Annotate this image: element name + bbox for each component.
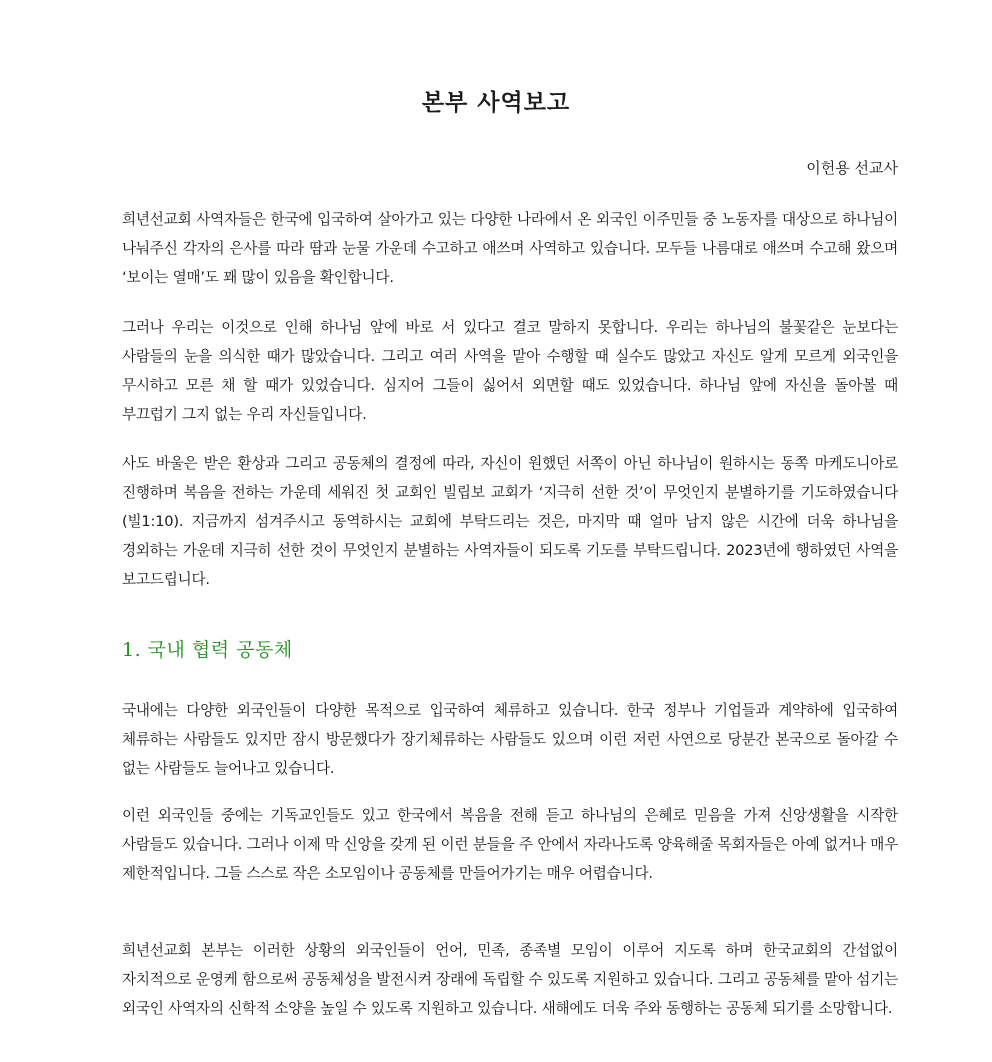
section1-paragraph-3: 희년선교회 본부는 이러한 상황의 외국인들이 언어, 민족, 종족별 모임이 이루어 지도록 하며 한국교회의 간섭없이 자치적으로 운영케 함으로써 공동체성을 발전시켜 장래에 독립할 수 있도록 지원하고 있습니다. 그리고 공동체를 맡아 섬기는 외국인 사역자의 신학적 소양을 높일 수 있도록 지원하고 있습니다. 새해에도 더욱 주와 동행하는 공동체 되기를 소망합니다.	[122, 942, 898, 1017]
section1-paragraph-1: 국내에는 다양한 외국인들이 다양한 목적으로 입국하여 체류하고 있습니다. 한국 정부나 기업들과 계약하에 입국하여 체류하는 사람들도 있지만 잠시 방문했다가 장기체류하는 사람들도 있으며 이런 저런 사연으로 당분간 본국으로 돌아갈 수 없는 사람들도 늘어나고 있습니다.	[122, 702, 898, 777]
section1-paragraph-2: 이런 외국인들 중에는 기독교인들도 있고 한국에서 복음을 전해 듣고 하나님의 은혜로 믿음을 가져 신앙생활을 시작한 사람들도 있습니다. 그러나 이제 막 신앙을 갖게 된 이런 분들을 주 안에서 자라나도록 양육해줄 목회자들은 아예 없거나 매우 제한적입니다. 그들 스스로 작은 소모임이나 공동체를 만들어가기는 매우 어렵습니다.	[122, 807, 898, 882]
intro-paragraph-2: 그러나 우리는 이것으로 인해 하나님 앞에 바로 서 있다고 결코 말하지 못합니다. 우리는 하나님의 불꽃같은 눈보다는 사람들의 눈을 의식한 때가 많았습니다. 그리고 여러 사역을 맡아 수행할 때 실수도 많았고 자신도 알게 모르게 외국인을 무시하고 모른 채 할 때가 있었습니다. 심지어 그들이 싫어서 외면할 때도 있었습니다. 하나님 앞에 자신을 돌아볼 때 부끄럽기 그지 없는 우리 자신들입니다.	[122, 319, 898, 423]
intro-paragraph-3: 사도 바울은 받은 환상과 그리고 공동체의 결정에 따라, 자신이 원했던 서쪽이 아닌 하나님이 원하시는 동쪽 마케도니아로 진행하며 복음을 전하는 가운데 세워진 첫 교회인 빌립보 교회가 ‘지극히 선한 것’이 무엇인지 분별하기를 기도하였습니다(빌1:10). 지금까지 섬겨주시고 동역하시는 교회에 부탁드리는 것은, 마지막 때 얼마 남지 않은 시간에 더욱 하나님을 경외하는 가운데 지극히 선한 것이 무엇인지 분별하는 사역자들이 되도록 기도를 부탁드립니다. 2023년에 행하였던 사역을 보고드립니다.	[122, 455, 898, 588]
intro-paragraph-1: 희년선교회 사역자들은 한국에 입국하여 살아가고 있는 다양한 나라에서 온 외국인 이주민들 중 노동자를 대상으로 하나님이 나눠주신 각자의 은사를 따라 땀과 눈물 가운데 수고하고 애쓰며 사역하고 있습니다. 모두들 나름대로 애쓰며 수고해 왔으며 ‘보이는 열매’도 꽤 많이 있음을 확인합니다.	[122, 211, 898, 286]
section-heading-1: 1. 국내 협력 공동체	[122, 639, 293, 661]
author-name: 이헌용 선교사	[806, 159, 898, 177]
document-title: 본부 사역보고	[421, 90, 571, 116]
